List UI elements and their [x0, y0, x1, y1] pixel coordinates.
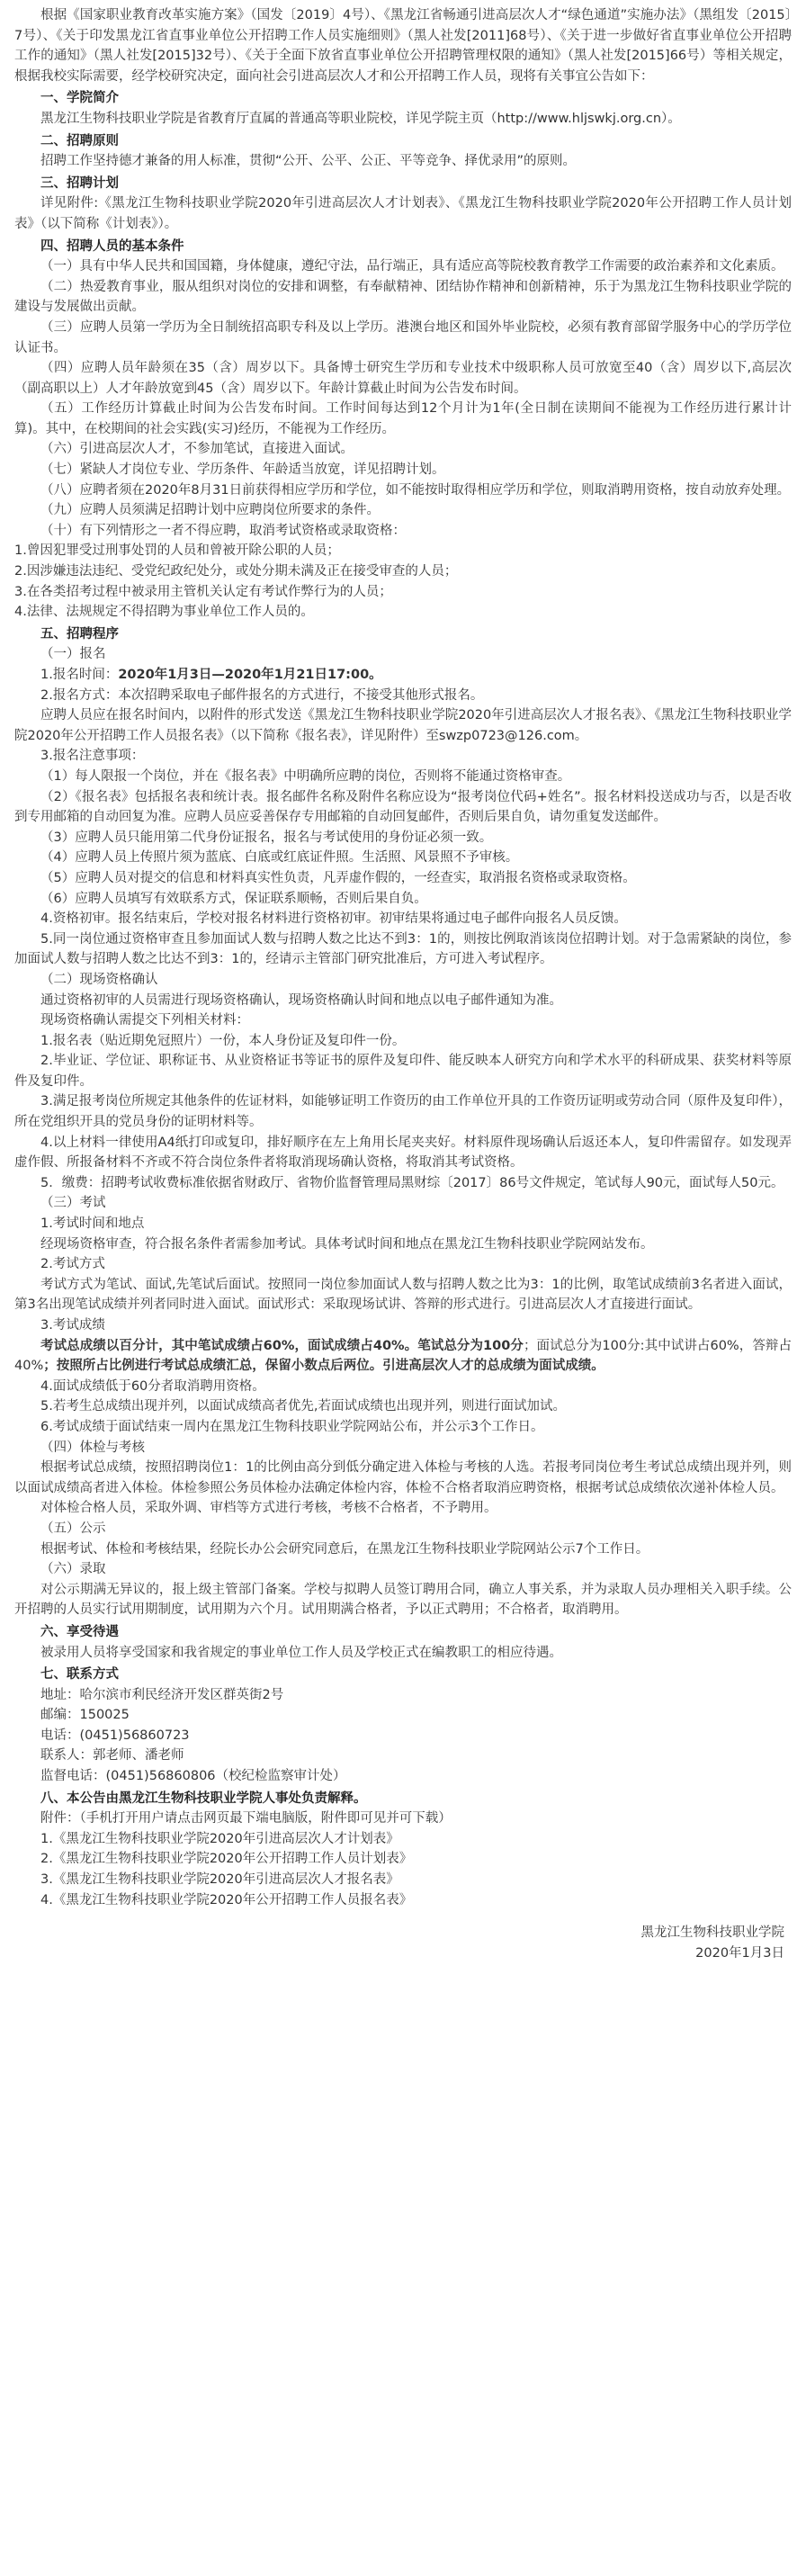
condition-item: （二）热爱教育事业，服从组织对岗位的安排和调整，有奉献精神、团结协作精神和创新精神，乐于为黑龙江生物科技职业学院的建设与发展做出贡献。 — [14, 279, 792, 315]
attachment-link[interactable] — [14, 1870, 792, 1890]
hiring-text: 对公示期满无异议的，报上级主管部门备案。学校与拟聘人员签订聘用合同，确立人事关系，并为录取人员办理相关入职手续。公开招聘的人员实行试用期制度，试用期为六个月。试用期满合格者，予以正式聘用；不合格者，取消聘用。 — [14, 1582, 792, 1618]
condition-item: （十）有下列情形之一者不得应聘，取消考试资格或录取资格： — [40, 523, 406, 538]
subsection-hiring: （六）录取 — [40, 1562, 106, 1577]
school-intro-text: 黑龙江生物科技职业学院是省教育厅直属的普通高等职业院校，详见学院主页（http://www.hljswkj.org.cn）。 — [40, 111, 681, 126]
attachment-link[interactable] — [14, 1890, 792, 1911]
registration-note: （3）应聘人员只能用第二代身份证报名，报名与考试使用的身份证必须一致。 — [40, 830, 493, 845]
plan-text: 详见附件:《黑龙江生物科技职业学院2020年引进高层次人才计划表》、《黑龙江生物科技职业学院2020年公开招聘工作人员计划表》（以下简称《计划表》）。 — [14, 196, 792, 231]
material-item: 4.以上材料一律使用A4纸打印或复印，排好顺序在左上角用长尾夹夹好。材料原件现场确认后返还本人，复印件需留存。如发现弄虚作假、所报备材料不齐或不符合岗位条件者将取消现场确认资格，将取消其考试资格。 — [14, 1135, 792, 1171]
condition-item: （五）工作经历计算截止时间为公告发布时间。工作时间每达到12个月计为1年(全日制在读期间不能视为工作经历进行累计计算)。其中，在校期间的社会实践(实习)经历，不能视为工作经历。 — [14, 401, 792, 436]
material-item: 3.满足报考岗位所规定其他条件的佐证材料，如能够证明工作资历的由工作单位开具的工作资历证明或劳动合同（原件及复印件），所在党组织开具的党员身份的证明材料等。 — [14, 1094, 792, 1130]
exam-rule: 4.面试成绩低于60分者取消聘用资格。 — [40, 1378, 265, 1394]
exam-score-bold-1: 考试总成绩以百分计，其中笔试成绩占60%，面试成绩占40%。笔试总分为100分 — [40, 1338, 524, 1353]
section-title-procedure: 五、招聘程序 — [40, 626, 119, 642]
attachment-label: 附件：（手机打开用户请点击网页最下端电脑版，附件即可见并可下载） — [40, 1811, 452, 1827]
registration-note: （2）《报名表》包括报名表和统计表。报名邮件名称及附件名称应设为“报考岗位代码+姓名”。报名材料投送成功与否，以是否收到专用邮箱的自动回复为准。应聘人员应妥善保存专用邮箱的自动回复邮件，否则后果自负，请勿重复发送邮件。 — [14, 789, 792, 825]
contact-address: 地址：哈尔滨市利民经济开发区群英街2号 — [40, 1687, 284, 1702]
materials-title: 现场资格确认需提交下列相关材料： — [40, 1013, 249, 1028]
registration-time-label: 1.报名时间： — [40, 668, 119, 682]
exclusion-item: 1.曾因犯罪受过刑事处罚的人员和曾被开除公职的人员； — [14, 543, 340, 559]
physical-exam-text-2: 对体检合格人员，采取外调、审档等方式进行考核，考核不合格者，不予聘用。 — [40, 1501, 497, 1516]
contact-phone: 电话：(0451)56860723 — [40, 1728, 190, 1743]
attachment-link-text[interactable]: 1.《黑龙江生物科技职业学院2020年引进高层次人才计划表》 — [40, 1831, 399, 1846]
contact-person: 联系人：郭老师、潘老师 — [40, 1748, 184, 1764]
qualification-review: 4.资格初审。报名结束后，学校对报名材料进行资格初审。初审结果将通过电子邮件向报名人员反馈。 — [40, 911, 627, 927]
subsection-exam: （三）考试 — [40, 1196, 106, 1211]
exam-score-mid: ；面试总分为100分:其中试讲占60%，答辩占40% — [14, 1338, 792, 1374]
exclusion-item: 2.因涉嫌违法违纪、受党纪政纪处分，或处分期未满及正在接受审查的人员； — [14, 564, 458, 579]
intro-paragraph: 根据《国家职业教育改革实施方案》（国发〔2019〕4号）、《黑龙江省畅通引进高层次人才“绿色通道”实施办法》（黑组发〔2015〕7号）、《关于印发黑龙江省直事业单位公开招聘工作人员实施细则》（黑人社发[2011]68号）、《关于进一步做好省直事业单位公开招聘工作的通知》（黑人社发[2015]32号）、《关于全面下放省直事业单位公开招聘管理权限的通知》（黑人社发[2015]66号）等相关规定，根据我校实际需要，经学校研究决定，面向社会引进高层次人才和公开招聘工作人员，现将有关事宜公告如下： — [14, 8, 792, 84]
registration-note: （1）每人限报一个岗位，并在《报名表》中明确所应聘的岗位，否则将不能通过资格审查。 — [40, 768, 571, 784]
onsite-confirmation-text: 通过资格初审的人员需进行现场资格确认，现场资格确认时间和地点以电子邮件通知为准。 — [40, 992, 562, 1008]
signature: 黑龙江生物科技职业学院 — [640, 1925, 784, 1941]
physical-exam-text: 根据考试总成绩，按照招聘岗位1：1的比例由高分到低分确定进入体检与考核的人选。若报考同岗位考生考试总成绩出现并列，则以面试成绩高者进入体检。体检参照公务员体检办法确定体检内容，体检不合格者取消应聘资格，根据考试总成绩依次递补体检人员。 — [14, 1460, 792, 1495]
publish-date: 2020年1月3日 — [695, 1945, 784, 1961]
registration-method-detail: 应聘人员应在报名时间内，以附件的形式发送《黑龙江生物科技职业学院2020年引进高层次人才报名表》、《黑龙江生物科技职业学院2020年公开招聘工作人员报名表》（以下简称《报名表》，详见附件）至swzp0723@126.com。 — [14, 708, 792, 743]
ratio-rule: 5.同一岗位通过资格审查且参加面试人数与招聘人数之比达不到3：1的，则按比例取消该岗位招聘计划。对于急需紧缺的岗位，参加面试人数与招聘人数之比达不到3：1的，经请示主管部门研究批准后，方可进入考试程序。 — [14, 931, 792, 967]
registration-time-value: 2020年1月3日—2020年1月21日17:00。 — [118, 668, 382, 682]
exam-method-text: 考试方式为笔试、面试,先笔试后面试。按照同一岗位参加面试人数与招聘人数之比为3：1的比例，取笔试成绩前3名者进入面试，第3名出现笔试成绩并列者同时进入面试。面试形式：采取现场试讲、答辩的形式进行。引进高层次人才直接进行面试。 — [14, 1277, 792, 1313]
contact-supervision-phone: 监督电话：(0451)56860806（校纪检监察审计处） — [40, 1769, 346, 1784]
exam-score-bold-2: ；按照所占比例进行考试总成绩汇总，保留小数点后两位。引进高层次人才的总成绩为面试成绩。 — [43, 1359, 604, 1374]
section-title-interpretation: 八、本公告由黑龙江生物科技职业学院人事处负责解释。 — [40, 1791, 367, 1806]
subsection-physical-exam: （四）体检与考核 — [40, 1440, 145, 1455]
subsection-onsite-confirmation: （二）现场资格确认 — [40, 972, 158, 987]
exam-time-place-text: 经现场资格审查，符合报名条件者需参加考试。具体考试时间和地点在黑龙江生物科技职业学院网站发布。 — [40, 1236, 654, 1252]
condition-item: （三）应聘人员第一学历为全日制统招高职专科及以上学历。港澳台地区和国外毕业院校，必须有教育部留学服务中心的学历学位认证书。 — [14, 319, 792, 355]
section-title-plan: 三、招聘计划 — [40, 175, 119, 191]
exam-score-text — [14, 1336, 792, 1377]
condition-item: （四）应聘人员年龄须在35（含）周岁以下。具备博士研究生学历和专业技术中级职称人员可放宽至40（含）周岁以下,高层次（副高职以上）人才年龄放宽到45（含）周岁以下。年龄计算截止时间为公告发布时间。 — [14, 361, 792, 396]
exclusion-item: 3.在各类招考过程中被录用主管机关认定有考试作弊行为的人员； — [14, 584, 392, 599]
attachment-link-text[interactable]: 3.《黑龙江生物科技职业学院2020年引进高层次人才报名表》 — [40, 1872, 399, 1888]
attachment-link[interactable] — [14, 1849, 792, 1870]
exam-score-title: 3.考试成绩 — [40, 1318, 105, 1333]
section-title-benefits: 六、享受待遇 — [40, 1624, 119, 1639]
condition-item: （七）紧缺人才岗位专业、学历条件、年龄适当放宽，详见招聘计划。 — [40, 462, 445, 478]
registration-notice-title: 3.报名注意事项： — [40, 749, 145, 764]
principle-text: 招聘工作坚持德才兼备的用人标准，贯彻“公开、公平、公正、平等竞争、择优录用”的原则。 — [40, 154, 577, 169]
condition-item: （六）引进高层次人才，不参加笔试，直接进入面试。 — [40, 442, 354, 457]
subsection-registration: （一）报名 — [40, 647, 106, 662]
exam-rule: 6.考试成绩于面试结束一周内在黑龙江生物科技职业学院网站公布，并公示3个工作日。 — [40, 1419, 544, 1434]
attachment-link-text[interactable]: 4.《黑龙江生物科技职业学院2020年公开招聘工作人员报名表》 — [40, 1892, 413, 1907]
condition-item: （八）应聘者须在2020年8月31日前获得相应学历和学位，如不能按时取得相应学历和学位，则取消聘用资格，按自动放弃处理。 — [40, 482, 791, 498]
attachment-link[interactable] — [14, 1829, 792, 1850]
attachment-link-text[interactable]: 2.《黑龙江生物科技职业学院2020年公开招聘工作人员计划表》 — [40, 1852, 413, 1867]
benefits-text: 被录用人员将享受国家和我省规定的事业单位工作人员及学校正式在编教职工的相应待遇。 — [40, 1645, 562, 1660]
material-item: 2.毕业证、学位证、职称证书、从业资格证书等证书的原件及复印件、能反映本人研究方向和学术水平的科研成果、获奖材料等原件及复印件。 — [14, 1054, 792, 1089]
publicity-text: 根据考试、体检和考核结果，经院长办公会研究同意后，在黑龙江生物科技职业学院网站公示7个工作日。 — [40, 1541, 649, 1557]
material-item: 1.报名表（贴近期免冠照片）一份，本人身份证及复印件一份。 — [40, 1033, 406, 1048]
section-title-contact: 七、联系方式 — [40, 1667, 119, 1683]
exam-time-place-title: 1.考试时间和地点 — [40, 1216, 145, 1232]
registration-method: 2.报名方式：本次招聘采取电子邮件报名的方式进行，不接受其他形式报名。 — [40, 687, 484, 703]
contact-postcode: 邮编：150025 — [40, 1708, 130, 1723]
condition-item: （一）具有中华人民共和国国籍，身体健康，遵纪守法，品行端正，具有适应高等院校教育教学工作需要的政治素养和文化素质。 — [40, 259, 784, 274]
registration-time — [14, 665, 792, 686]
exclusion-item: 4.法律、法规规定不得招聘为事业单位工作人员的。 — [14, 605, 314, 620]
condition-item: （九）应聘人员须满足招聘计划中应聘岗位所要求的条件。 — [40, 503, 380, 518]
registration-note: （5）应聘人员对提交的信息和材料真实性负责，凡弄虚作假的，一经查实，取消报名资格或录取资格。 — [40, 870, 636, 885]
registration-note: （4）应聘人员上传照片须为蓝底、白底或红底证件照。生活照、风景照不予审核。 — [40, 850, 519, 866]
registration-note: （6）应聘人员填写有效联系方式，保证联系顺畅，否则后果自负。 — [40, 891, 427, 906]
subsection-publicity: （五）公示 — [40, 1521, 106, 1536]
section-title-principle: 二、招聘原则 — [40, 133, 119, 148]
exam-rule: 5.若考生总成绩出现并列，以面试成绩高者优先,若面试成绩也出现并列，则进行面试加试。 — [40, 1399, 566, 1414]
exam-method-title: 2.考试方式 — [40, 1257, 105, 1272]
section-title-intro: 一、学院简介 — [40, 91, 119, 106]
material-item: 5．缴费：招聘考试收费标准依据省财政厅、省物价监督管理局黑财综〔2017〕86号文件规定，笔试每人90元，面试每人50元。 — [40, 1175, 784, 1190]
section-title-conditions: 四、招聘人员的基本条件 — [40, 238, 184, 254]
